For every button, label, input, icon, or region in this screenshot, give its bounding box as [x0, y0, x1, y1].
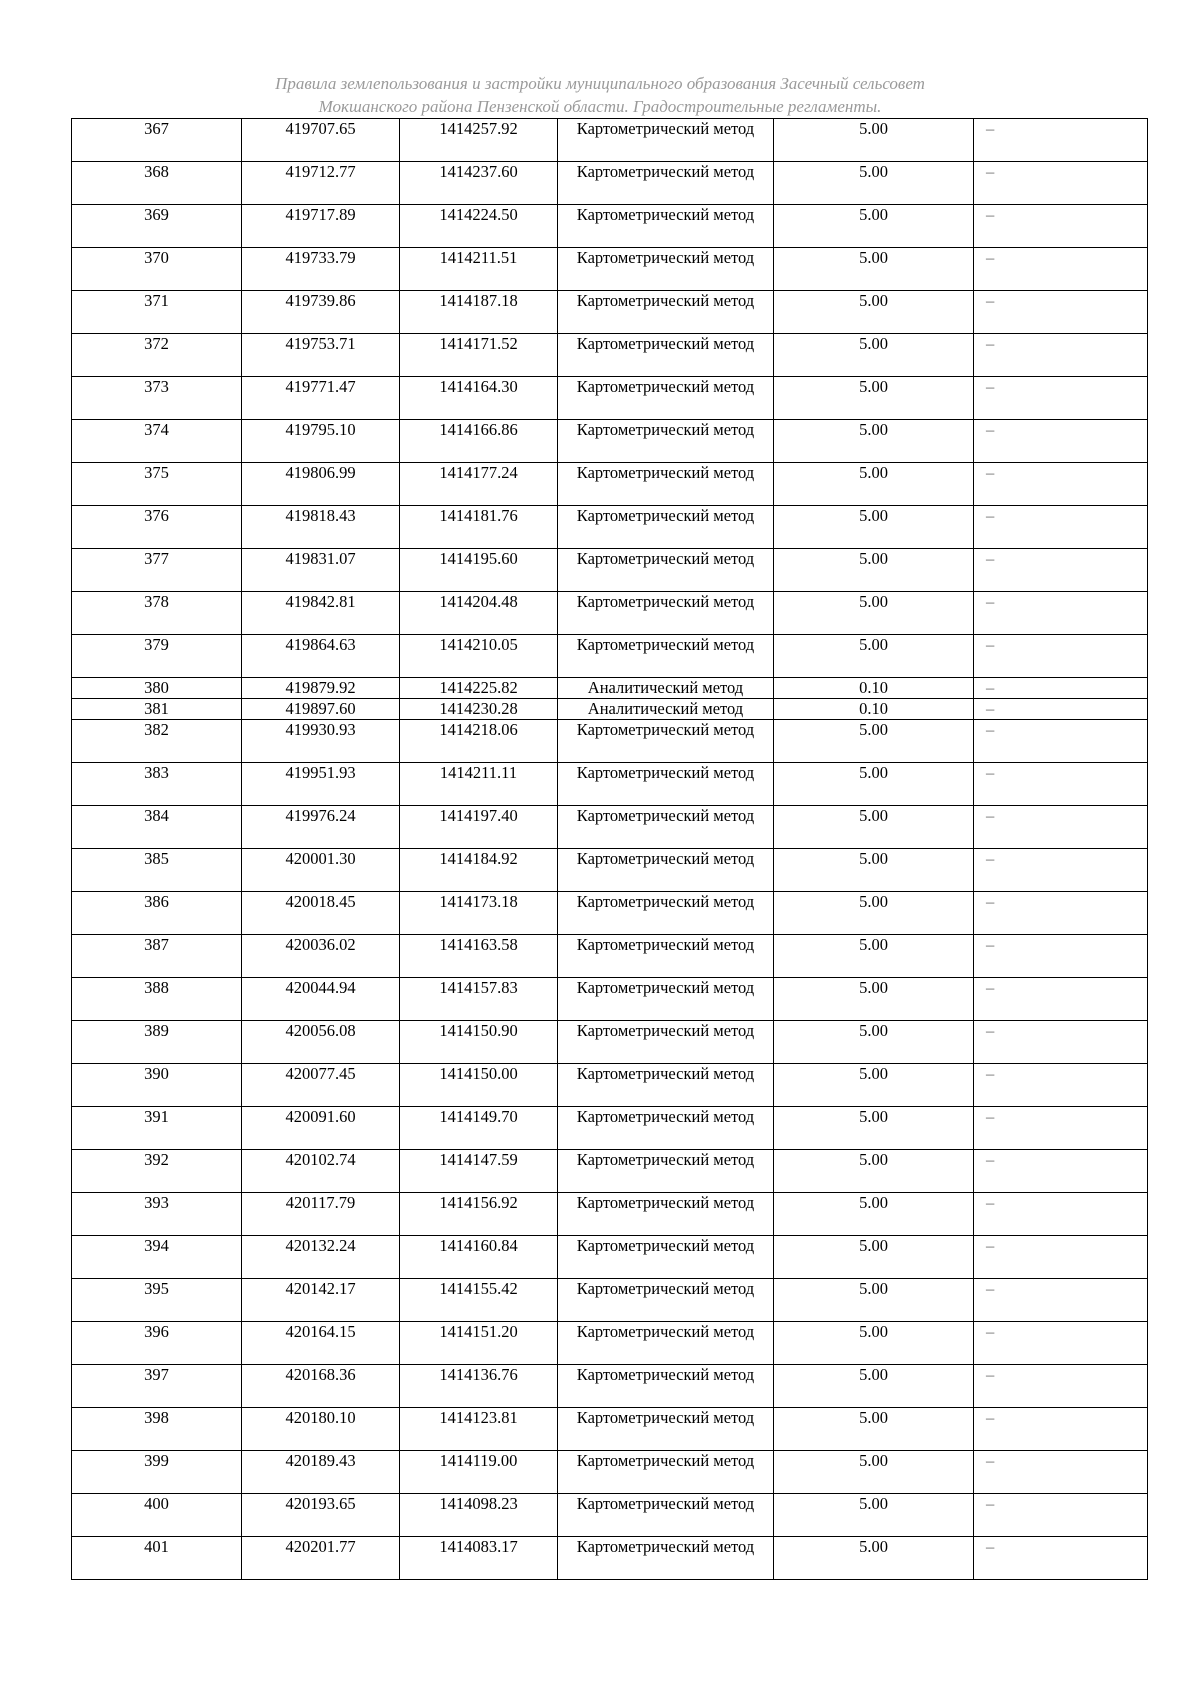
method-cell: Картометрический метод [558, 635, 774, 678]
coordinate-x-cell: 420168.36 [242, 1365, 400, 1408]
table-row [72, 1451, 1148, 1494]
point-number-cell: 391 [72, 1107, 242, 1150]
table-row [72, 1279, 1148, 1322]
note-cell: – [974, 720, 1148, 763]
point-number-cell: 376 [72, 506, 242, 549]
coordinates-table [71, 118, 1148, 1580]
table-row [72, 205, 1148, 248]
accuracy-cell: 5.00 [774, 892, 974, 935]
table-row [72, 291, 1148, 334]
coordinate-y-cell: 1414163.58 [400, 935, 558, 978]
accuracy-cell: 5.00 [774, 1279, 974, 1322]
coordinate-y-cell: 1414098.23 [400, 1494, 558, 1537]
note-cell: – [974, 162, 1148, 205]
point-number-cell: 374 [72, 420, 242, 463]
point-number-cell: 390 [72, 1064, 242, 1107]
table-row [72, 763, 1148, 806]
point-number-cell: 395 [72, 1279, 242, 1322]
method-cell: Картометрический метод [558, 592, 774, 635]
point-number-cell: 387 [72, 935, 242, 978]
method-cell: Картометрический метод [558, 377, 774, 420]
note-cell: – [974, 506, 1148, 549]
table-row [72, 1193, 1148, 1236]
coordinate-y-cell: 1414156.92 [400, 1193, 558, 1236]
table-row [72, 162, 1148, 205]
method-cell: Картометрический метод [558, 1193, 774, 1236]
table-row [72, 119, 1148, 162]
coordinate-y-cell: 1414147.59 [400, 1150, 558, 1193]
coordinate-x-cell: 419879.92 [242, 678, 400, 699]
note-cell: – [974, 1021, 1148, 1064]
table-row [72, 1408, 1148, 1451]
point-number-cell: 399 [72, 1451, 242, 1494]
note-cell: – [974, 1279, 1148, 1322]
coordinate-y-cell: 1414150.00 [400, 1064, 558, 1107]
accuracy-cell: 5.00 [774, 1408, 974, 1451]
coordinate-y-cell: 1414173.18 [400, 892, 558, 935]
note-cell: – [974, 334, 1148, 377]
coordinate-x-cell: 419897.60 [242, 699, 400, 720]
accuracy-cell: 5.00 [774, 1107, 974, 1150]
table-row [72, 1236, 1148, 1279]
method-cell: Картометрический метод [558, 1494, 774, 1537]
table-row [72, 549, 1148, 592]
point-number-cell: 369 [72, 205, 242, 248]
note-cell: – [974, 1107, 1148, 1150]
method-cell: Картометрический метод [558, 978, 774, 1021]
note-cell: – [974, 377, 1148, 420]
accuracy-cell: 5.00 [774, 506, 974, 549]
note-cell: – [974, 635, 1148, 678]
point-number-cell: 401 [72, 1537, 242, 1580]
accuracy-cell: 5.00 [774, 162, 974, 205]
table-row [72, 935, 1148, 978]
method-cell: Картометрический метод [558, 1365, 774, 1408]
coordinate-x-cell: 420056.08 [242, 1021, 400, 1064]
method-cell: Картометрический метод [558, 1150, 774, 1193]
accuracy-cell: 5.00 [774, 549, 974, 592]
coordinate-x-cell: 419739.86 [242, 291, 400, 334]
method-cell: Картометрический метод [558, 1064, 774, 1107]
coordinate-y-cell: 1414211.51 [400, 248, 558, 291]
method-cell: Картометрический метод [558, 1537, 774, 1580]
method-cell: Картометрический метод [558, 549, 774, 592]
note-cell: – [974, 205, 1148, 248]
accuracy-cell: 5.00 [774, 935, 974, 978]
accuracy-cell: 5.00 [774, 248, 974, 291]
note-cell: – [974, 849, 1148, 892]
coordinate-x-cell: 419951.93 [242, 763, 400, 806]
coordinate-y-cell: 1414181.76 [400, 506, 558, 549]
accuracy-cell: 5.00 [774, 291, 974, 334]
coordinate-x-cell: 419930.93 [242, 720, 400, 763]
accuracy-cell: 5.00 [774, 377, 974, 420]
table-row [72, 377, 1148, 420]
note-cell: – [974, 463, 1148, 506]
point-number-cell: 383 [72, 763, 242, 806]
point-number-cell: 388 [72, 978, 242, 1021]
table-row [72, 806, 1148, 849]
accuracy-cell: 5.00 [774, 1494, 974, 1537]
coordinate-y-cell: 1414210.05 [400, 635, 558, 678]
method-cell: Картометрический метод [558, 1279, 774, 1322]
table-row [72, 1064, 1148, 1107]
coordinate-y-cell: 1414177.24 [400, 463, 558, 506]
note-cell: – [974, 678, 1148, 699]
method-cell: Картометрический метод [558, 420, 774, 463]
point-number-cell: 378 [72, 592, 242, 635]
coordinate-x-cell: 419712.77 [242, 162, 400, 205]
point-number-cell: 400 [72, 1494, 242, 1537]
table-row [72, 849, 1148, 892]
method-cell: Картометрический метод [558, 334, 774, 377]
accuracy-cell: 5.00 [774, 1064, 974, 1107]
coordinate-x-cell: 420142.17 [242, 1279, 400, 1322]
note-cell: – [974, 892, 1148, 935]
table-row [72, 420, 1148, 463]
coordinate-x-cell: 420044.94 [242, 978, 400, 1021]
table-row [72, 1537, 1148, 1580]
point-number-cell: 386 [72, 892, 242, 935]
note-cell: – [974, 699, 1148, 720]
accuracy-cell: 5.00 [774, 1365, 974, 1408]
coordinate-y-cell: 1414155.42 [400, 1279, 558, 1322]
table-row [72, 699, 1148, 720]
point-number-cell: 398 [72, 1408, 242, 1451]
table-row [72, 635, 1148, 678]
coordinate-x-cell: 419842.81 [242, 592, 400, 635]
table-row [72, 1365, 1148, 1408]
note-cell: – [974, 420, 1148, 463]
coordinate-x-cell: 420201.77 [242, 1537, 400, 1580]
coordinate-x-cell: 419733.79 [242, 248, 400, 291]
point-number-cell: 370 [72, 248, 242, 291]
accuracy-cell: 5.00 [774, 1236, 974, 1279]
method-cell: Картометрический метод [558, 1107, 774, 1150]
note-cell: – [974, 763, 1148, 806]
point-number-cell: 375 [72, 463, 242, 506]
accuracy-cell: 5.00 [774, 1322, 974, 1365]
table-row [72, 1021, 1148, 1064]
coordinate-y-cell: 1414157.83 [400, 978, 558, 1021]
coordinate-x-cell: 420001.30 [242, 849, 400, 892]
point-number-cell: 397 [72, 1365, 242, 1408]
page-header [0, 72, 1200, 118]
point-number-cell: 380 [72, 678, 242, 699]
coordinate-x-cell: 419795.10 [242, 420, 400, 463]
note-cell: – [974, 1236, 1148, 1279]
point-number-cell: 385 [72, 849, 242, 892]
coordinate-y-cell: 1414225.82 [400, 678, 558, 699]
method-cell: Картометрический метод [558, 849, 774, 892]
accuracy-cell: 5.00 [774, 463, 974, 506]
table-row [72, 1322, 1148, 1365]
coordinate-y-cell: 1414224.50 [400, 205, 558, 248]
coordinate-y-cell: 1414164.30 [400, 377, 558, 420]
coordinate-x-cell: 420091.60 [242, 1107, 400, 1150]
accuracy-cell: 0.10 [774, 678, 974, 699]
note-cell: – [974, 806, 1148, 849]
accuracy-cell: 5.00 [774, 205, 974, 248]
accuracy-cell: 5.00 [774, 420, 974, 463]
coordinate-y-cell: 1414150.90 [400, 1021, 558, 1064]
accuracy-cell: 5.00 [774, 592, 974, 635]
point-number-cell: 394 [72, 1236, 242, 1279]
method-cell: Картометрический метод [558, 1408, 774, 1451]
method-cell: Картометрический метод [558, 1322, 774, 1365]
table-row [72, 506, 1148, 549]
note-cell: – [974, 549, 1148, 592]
coordinate-x-cell: 420036.02 [242, 935, 400, 978]
coordinate-y-cell: 1414083.17 [400, 1537, 558, 1580]
coordinate-y-cell: 1414237.60 [400, 162, 558, 205]
accuracy-cell: 5.00 [774, 119, 974, 162]
table-row [72, 334, 1148, 377]
accuracy-cell: 5.00 [774, 849, 974, 892]
accuracy-cell: 0.10 [774, 699, 974, 720]
coordinate-x-cell: 419753.71 [242, 334, 400, 377]
method-cell: Картометрический метод [558, 720, 774, 763]
point-number-cell: 389 [72, 1021, 242, 1064]
accuracy-cell: 5.00 [774, 763, 974, 806]
method-cell: Картометрический метод [558, 806, 774, 849]
coordinate-x-cell: 419707.65 [242, 119, 400, 162]
coordinate-y-cell: 1414166.86 [400, 420, 558, 463]
note-cell: – [974, 1408, 1148, 1451]
method-cell: Картометрический метод [558, 119, 774, 162]
coordinate-y-cell: 1414119.00 [400, 1451, 558, 1494]
accuracy-cell: 5.00 [774, 635, 974, 678]
table-row [72, 1150, 1148, 1193]
note-cell: – [974, 978, 1148, 1021]
table-row [72, 892, 1148, 935]
method-cell: Картометрический метод [558, 162, 774, 205]
point-number-cell: 382 [72, 720, 242, 763]
coordinate-y-cell: 1414160.84 [400, 1236, 558, 1279]
coordinate-x-cell: 420189.43 [242, 1451, 400, 1494]
table-row [72, 720, 1148, 763]
coordinate-y-cell: 1414211.11 [400, 763, 558, 806]
coordinates-table-body [72, 119, 1148, 1580]
note-cell: – [974, 1150, 1148, 1193]
coordinate-y-cell: 1414230.28 [400, 699, 558, 720]
table-row [72, 592, 1148, 635]
point-number-cell: 379 [72, 635, 242, 678]
method-cell: Картометрический метод [558, 935, 774, 978]
note-cell: – [974, 592, 1148, 635]
coordinate-y-cell: 1414197.40 [400, 806, 558, 849]
table-row [72, 248, 1148, 291]
accuracy-cell: 5.00 [774, 1193, 974, 1236]
coordinate-x-cell: 420117.79 [242, 1193, 400, 1236]
coordinate-y-cell: 1414123.81 [400, 1408, 558, 1451]
coordinate-x-cell: 420132.24 [242, 1236, 400, 1279]
point-number-cell: 396 [72, 1322, 242, 1365]
coordinate-x-cell: 420077.45 [242, 1064, 400, 1107]
method-cell: Картометрический метод [558, 1236, 774, 1279]
method-cell: Картометрический метод [558, 205, 774, 248]
table-row [72, 978, 1148, 1021]
method-cell: Картометрический метод [558, 763, 774, 806]
header-line-1: Правила землепользования и застройки муниципального образования Засечный сельсовет [275, 74, 925, 93]
method-cell: Картометрический метод [558, 892, 774, 935]
coordinate-y-cell: 1414187.18 [400, 291, 558, 334]
accuracy-cell: 5.00 [774, 1451, 974, 1494]
coordinate-y-cell: 1414218.06 [400, 720, 558, 763]
coordinate-y-cell: 1414184.92 [400, 849, 558, 892]
accuracy-cell: 5.00 [774, 1537, 974, 1580]
method-cell: Аналитический метод [558, 678, 774, 699]
coordinate-x-cell: 420018.45 [242, 892, 400, 935]
method-cell: Картометрический метод [558, 291, 774, 334]
coordinate-y-cell: 1414149.70 [400, 1107, 558, 1150]
coordinate-x-cell: 420164.15 [242, 1322, 400, 1365]
method-cell: Картометрический метод [558, 506, 774, 549]
point-number-cell: 377 [72, 549, 242, 592]
method-cell: Картометрический метод [558, 1451, 774, 1494]
method-cell: Картометрический метод [558, 248, 774, 291]
accuracy-cell: 5.00 [774, 720, 974, 763]
coordinate-y-cell: 1414204.48 [400, 592, 558, 635]
table-row [72, 1494, 1148, 1537]
coordinate-x-cell: 419806.99 [242, 463, 400, 506]
note-cell: – [974, 1193, 1148, 1236]
coordinate-x-cell: 419818.43 [242, 506, 400, 549]
coordinate-x-cell: 419976.24 [242, 806, 400, 849]
header-line-2: Мокшанского района Пензенской области. Градостроительные регламенты. [318, 97, 882, 116]
accuracy-cell: 5.00 [774, 1150, 974, 1193]
accuracy-cell: 5.00 [774, 334, 974, 377]
note-cell: – [974, 1322, 1148, 1365]
method-cell: Аналитический метод [558, 699, 774, 720]
point-number-cell: 367 [72, 119, 242, 162]
coordinate-x-cell: 419717.89 [242, 205, 400, 248]
coordinate-y-cell: 1414257.92 [400, 119, 558, 162]
point-number-cell: 371 [72, 291, 242, 334]
table-row [72, 1107, 1148, 1150]
coordinate-y-cell: 1414136.76 [400, 1365, 558, 1408]
note-cell: – [974, 1064, 1148, 1107]
point-number-cell: 373 [72, 377, 242, 420]
method-cell: Картометрический метод [558, 463, 774, 506]
coordinate-x-cell: 420102.74 [242, 1150, 400, 1193]
table-row [72, 463, 1148, 506]
note-cell: – [974, 1451, 1148, 1494]
accuracy-cell: 5.00 [774, 1021, 974, 1064]
coordinate-x-cell: 419831.07 [242, 549, 400, 592]
point-number-cell: 393 [72, 1193, 242, 1236]
coordinate-x-cell: 420193.65 [242, 1494, 400, 1537]
coordinate-x-cell: 420180.10 [242, 1408, 400, 1451]
point-number-cell: 392 [72, 1150, 242, 1193]
point-number-cell: 381 [72, 699, 242, 720]
accuracy-cell: 5.00 [774, 978, 974, 1021]
point-number-cell: 384 [72, 806, 242, 849]
coordinate-x-cell: 419864.63 [242, 635, 400, 678]
note-cell: – [974, 1494, 1148, 1537]
point-number-cell: 372 [72, 334, 242, 377]
note-cell: – [974, 1537, 1148, 1580]
coordinate-y-cell: 1414151.20 [400, 1322, 558, 1365]
table-row [72, 678, 1148, 699]
coordinate-y-cell: 1414195.60 [400, 549, 558, 592]
note-cell: – [974, 119, 1148, 162]
note-cell: – [974, 248, 1148, 291]
note-cell: – [974, 291, 1148, 334]
accuracy-cell: 5.00 [774, 806, 974, 849]
coordinate-y-cell: 1414171.52 [400, 334, 558, 377]
note-cell: – [974, 1365, 1148, 1408]
coordinate-x-cell: 419771.47 [242, 377, 400, 420]
note-cell: – [974, 935, 1148, 978]
method-cell: Картометрический метод [558, 1021, 774, 1064]
point-number-cell: 368 [72, 162, 242, 205]
